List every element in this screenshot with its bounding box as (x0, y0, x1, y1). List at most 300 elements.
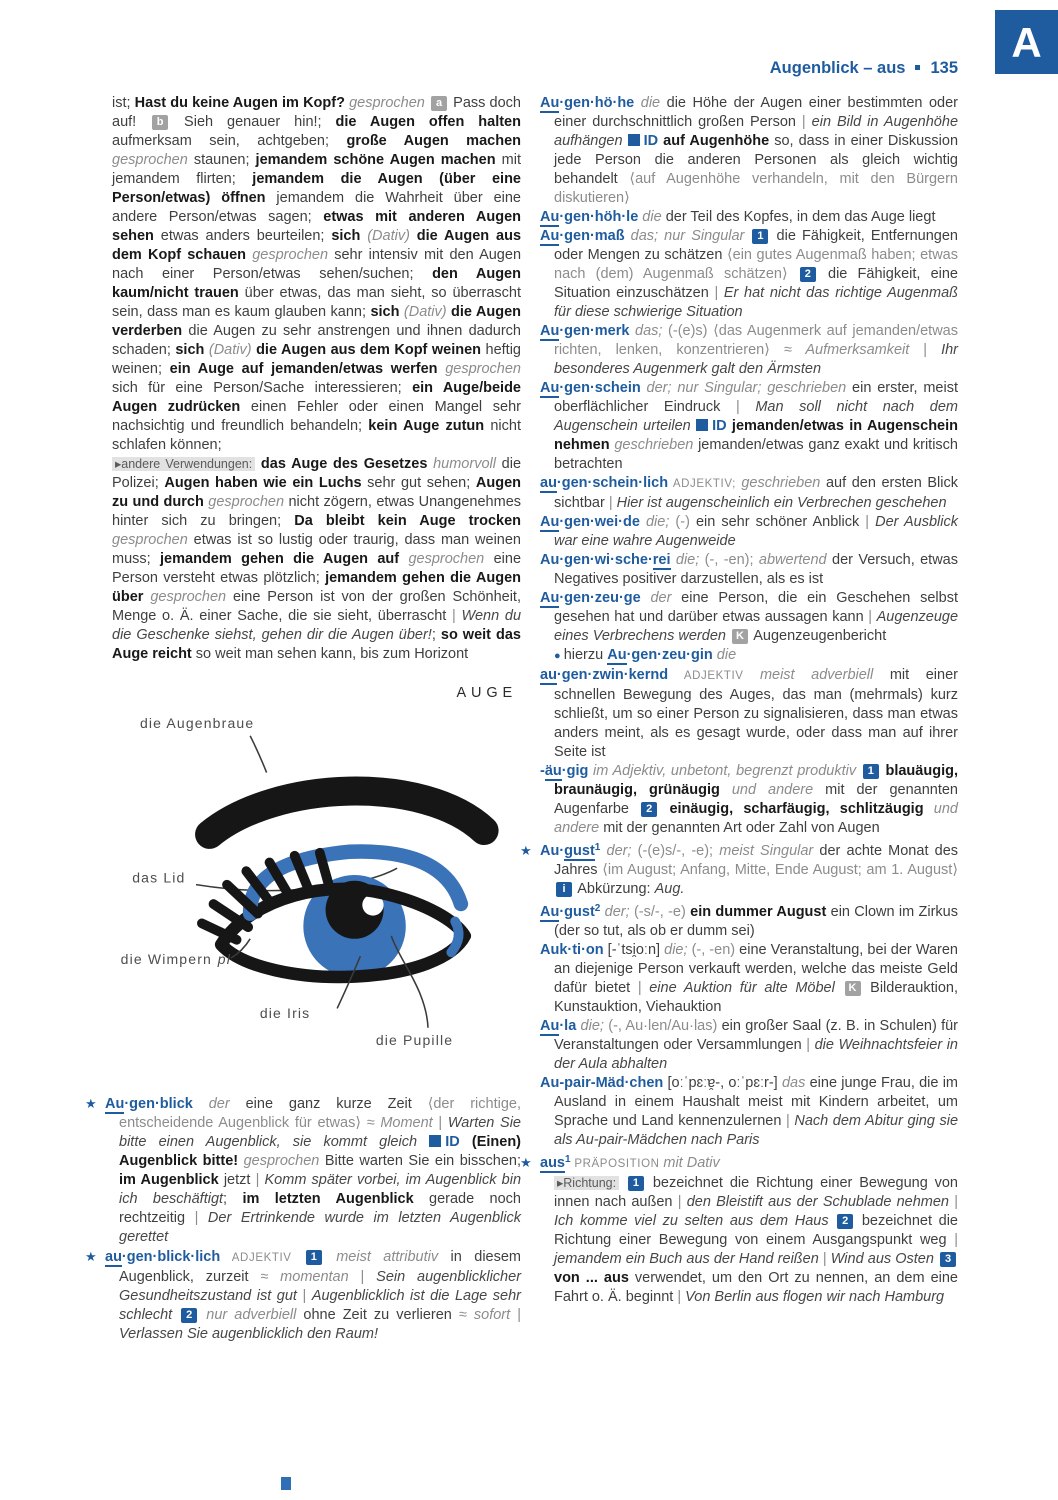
text-run: hierzu (563, 647, 608, 663)
text-run: die (638, 209, 666, 225)
text-run: ⟨auf Augenhöhe verhandeln, mit den Bürgern diskutieren⟩ (554, 171, 958, 206)
text-run: | (677, 1194, 687, 1210)
text-run: | (255, 1172, 265, 1188)
text-run: (-(e)s/-, -e); (637, 843, 720, 859)
label-iris: die Iris (259, 1005, 311, 1022)
text-run: die; (639, 514, 676, 530)
homonym-superscript: 1 (565, 1154, 571, 1165)
text-run: mit der genannten Augenfarbe (554, 782, 958, 817)
entry-augenschein (540, 379, 958, 474)
headword: ·gen·zeu·ge (559, 590, 641, 606)
sense-number-badge: 2 (641, 802, 657, 817)
text-run: ein Bild in Augenhöhe aufhängen (554, 114, 959, 149)
headword-stressed-syllable: äu (544, 763, 562, 779)
text-run: mit einer schnellen Bewegung des Auges, das man (mehrmals) kurz schließt, um so einer Person zu signalisieren, dass man etwas anders meint, als es gesagt wurde, oder dass man auf ihrer Seite ist (554, 667, 958, 760)
text-run: ; (431, 627, 441, 643)
text-run: jemandem gehen die Augen über (112, 570, 521, 605)
usage-section-label: ▸andere Verwendungen: (112, 457, 255, 471)
label-lid: das Lid (132, 869, 186, 886)
text-run: | (801, 114, 812, 130)
text-run: eine Auktion für alte Möbel (649, 980, 843, 996)
key-entry-star-icon: ★ (520, 843, 532, 858)
text-run: ein Auge/beide Augen zudrücken (112, 380, 521, 415)
text-run: eine Person, die ein Geschehen selbst gesehen hat und darüber etwas aussagen kann (554, 590, 958, 625)
idiom-square-icon (628, 134, 640, 146)
headword: ·gust (559, 904, 595, 920)
text-run: die Weihnachtsfeier in der Aula abhalten (554, 1037, 958, 1072)
text-run: | (785, 1113, 795, 1129)
text-run: (-(e)s) ⟨das Augenmerk auf jemanden/etwas richten, lenken, konzentrieren⟩ (554, 323, 958, 358)
text-run: gesprochen (112, 532, 194, 548)
headword: ·gen·zeu·gin (626, 647, 713, 663)
text-run: Abkürzung: (574, 881, 655, 897)
headword-stressed-syllable: Au (540, 209, 560, 225)
text-run: und andere (554, 801, 958, 836)
text-run: gesprochen (112, 152, 194, 168)
text-run: Verlassen Sie augenblicklich den Raum! (119, 1326, 378, 1342)
text-run: (Dativ) (204, 342, 257, 358)
page-number: 135 (930, 59, 958, 77)
text-run: Augen zu und durch (112, 475, 521, 510)
left-entries-block (85, 1094, 522, 1344)
text-run: kein Auge zutun (368, 418, 485, 434)
entry-aeugig (540, 762, 958, 838)
entry-augenzwinkernd (540, 666, 958, 762)
text-run: mit jemandem flirten; (112, 152, 521, 187)
auge-entry-continuation-block (105, 94, 521, 664)
text-run: ≈ momentan (260, 1269, 361, 1285)
entry-augenwischerei (540, 551, 958, 589)
text-run: (-s/-, -e) (633, 904, 691, 920)
sense-number-badge: 1 (863, 764, 879, 779)
text-run: (-, Au·len/Au·las) (608, 1018, 722, 1034)
usage-section-label: ▸Richtung: (554, 1176, 619, 1190)
text-run: Wind aus Osten (830, 1251, 939, 1267)
text-run: sich (175, 342, 205, 358)
right-entries-block (520, 94, 959, 1307)
text-run: von ... aus (554, 1270, 629, 1286)
text-run: in diesem Augenblick, zurzeit (119, 1249, 521, 1285)
text-run: die Augen verderben (112, 304, 522, 339)
text-run: | (438, 1115, 448, 1131)
compound-badge-k: K (845, 981, 861, 996)
text-run: sehr gut sehen; (361, 475, 476, 491)
headword: ·gen·zwin·kernd (556, 667, 669, 683)
entry-augenmass (540, 227, 958, 322)
text-run: Er hat nicht das richtige Augenmaß für diese schwierige Situation (554, 285, 958, 320)
part-of-speech-label: ADJEKTIV (668, 670, 760, 682)
text-run: jemandem schöne Augen machen (255, 152, 496, 168)
text-run: gesprochen (399, 551, 494, 567)
text-run: einäugig, scharfäugig, schlitzäugig (659, 801, 934, 817)
text-run: | (954, 1194, 959, 1210)
text-run: ≈ sofort (458, 1307, 518, 1323)
entry-aus-1 (520, 1150, 959, 1307)
text-run: (-, -en); (704, 552, 759, 568)
text-run: sehr intensiv mit den Augen nach einer Person/etwas sehen/suchen; (112, 247, 522, 282)
text-run: der; nur Singular; geschrieben (640, 380, 853, 396)
text-run: | (714, 285, 724, 301)
text-run: (-, -en) (691, 942, 740, 958)
text-run: etwas ist so lustig oder traurig, dass man weinen muss; (112, 532, 521, 567)
text-run: ; (223, 1191, 243, 1207)
text-run: ohne Zeit zu verlieren (303, 1307, 459, 1323)
entry-augenscheinlich (540, 474, 958, 513)
text-run: die Augen aus dem Kopf schauen (112, 228, 522, 263)
text-run: blauäugig, braunäugig, grünäugig (554, 763, 958, 798)
sense-number-badge: 1 (628, 1176, 644, 1191)
text-run: bezeichnet die Richtung einer Bewegung von einem Ausgangspunkt weg (554, 1213, 958, 1248)
sense-number-badge: 2 (181, 1308, 197, 1323)
headword: ·gen·merk (559, 323, 630, 339)
text-run: jemandem die Wahrheit über eine andere Person/etwas sagen; (112, 190, 521, 225)
text-run: | (608, 495, 617, 511)
text-run: Hast du keine Augen im Kopf? (134, 95, 345, 111)
text-run: (-) (675, 514, 696, 530)
headword-stressed-syllable: Au (540, 95, 560, 111)
eye-illustration-figure (105, 672, 521, 1084)
text-run: Sieh genauer hin!; (170, 114, 336, 130)
idiom-id-label: ID (712, 418, 732, 434)
text-run: etwas anders beurteilen; (153, 228, 332, 244)
text-run: geschrieben (741, 475, 826, 491)
text-run: heftig weinen; (112, 342, 521, 377)
text-run: einen Fehler oder einen Mangel sehr nachsichtig und freundlich behandeln; (112, 399, 522, 434)
headword-stressed-syllable: au (540, 667, 557, 683)
text-run: auf Augenhöhe (663, 133, 770, 149)
text-run: jetzt (218, 1172, 256, 1188)
homonym-superscript: 2 (594, 903, 601, 914)
headword-stressed-syllable: Au (540, 514, 560, 530)
headword-stressed-syllable: au (105, 1249, 122, 1265)
text-run: die Augen offen halten (335, 114, 521, 130)
text-run: Von Berlin aus flogen wir nach Hamburg (685, 1289, 945, 1305)
text-run: Komm später vorbei, im Augenblick bin ich beschäftigt (119, 1172, 522, 1207)
text-run (619, 1175, 626, 1191)
text-run: der (640, 590, 682, 606)
text-run: sich für eine Person/Sache interessieren; (112, 380, 413, 396)
text-run: bezeichnet die Richtung einer Bewegung von innen nach außen (554, 1175, 958, 1210)
text-run: Ihr besonderes Augenmerk galt den Ärmsten (554, 342, 959, 377)
sense-number-badge: 1 (752, 229, 768, 244)
text-run: den Augen kaum/nicht trauen (112, 266, 521, 301)
text-run: Augen haben wie ein Luchs (164, 475, 362, 491)
variant-letter-badge: b (152, 115, 168, 130)
headword-stressed-syllable: Au (540, 323, 560, 339)
text-run: aufmerksam sein, achtgeben; (112, 133, 347, 149)
text-run: ein erster, meist oberflächlicher Eindruck (554, 380, 958, 415)
text-run: | (677, 1289, 686, 1305)
text-run: so weit das Auge reicht (112, 627, 521, 662)
text-run: ≈ Moment (366, 1115, 439, 1131)
hierzu-bullet-icon: ● (554, 650, 564, 662)
headword-stressed-syllable: Au (607, 647, 627, 663)
text-run: gesprochen (238, 1153, 325, 1169)
text-run: ⟨im August; Anfang, Mitte, Ende August; am 1. August⟩ (602, 862, 958, 878)
text-run: Hier ist augenscheinlich ein Verbrechen geschehen (616, 495, 947, 511)
headword: - (540, 763, 545, 779)
text-run: Augenzeuge eines Verbrechens werden (554, 609, 959, 644)
text-run: das; (629, 323, 669, 339)
separator-square-icon (915, 65, 920, 70)
idiom-square-icon (696, 419, 708, 431)
headword: ·gen·höh·le (559, 209, 639, 225)
text-run: ≈ Aufmerksamkeit (783, 342, 924, 358)
text-run: mit der genannten Art oder Zahl von Augen (603, 820, 880, 836)
sense-number-badge: 1 (306, 1250, 322, 1265)
left-column (85, 94, 522, 1344)
entry-au-pair-maedchen (540, 1074, 958, 1150)
text-run: | (637, 980, 650, 996)
headword: ·la (559, 1018, 577, 1034)
text-run: verwendet, um den Ort zu nennen, an dem eine Fahrt o. Ä. beginnt (554, 1270, 958, 1305)
text-run: eine Person ist von der großen Schönheit, Menge o. Ä. einer Sache, die sie sieht, überrascht (112, 589, 521, 624)
text-run: geschrieben (609, 437, 699, 453)
text-run: jemanden/etwas ganz exakt und kritisch betrachten (554, 437, 958, 472)
text-run: der Teil des Kopfes, in dem das Auge liegt (665, 209, 936, 225)
entry-augenblicklich (85, 1247, 522, 1344)
text-run: Warten Sie bitte einen Augenblick, sie kommt gleich (119, 1115, 521, 1150)
info-badge: i (556, 882, 572, 897)
text-run: die Höhe der Augen einer bestimmten oder einer durchschnittlich großen Person (554, 95, 958, 130)
headword-stressed-syllable: Au (540, 380, 560, 396)
text-run: Wenn du die Geschenke siehst, gehen dir die Augen über! (112, 608, 522, 643)
headword: ·gen·blick (124, 1096, 193, 1112)
label-pupil: die Pupille (375, 1032, 454, 1049)
headword: ·gen·maß (559, 228, 625, 244)
compound-badge-k: K (732, 629, 748, 644)
text-run: ein dummer August (690, 904, 827, 920)
text-run: der; (600, 843, 638, 859)
text-run: das; nur Singular (624, 228, 751, 244)
text-run: ⟨ein gutes Augenmaß haben; etwas nach (dem) Augenmaß schätzen⟩ (554, 247, 958, 282)
text-run: | (194, 1210, 208, 1226)
text-run: gesprochen (143, 589, 233, 605)
text-run: | (822, 1251, 831, 1267)
text-run: sich (331, 228, 361, 244)
headword: ·gen·blick·lich (121, 1249, 221, 1265)
text-run: (Dativ) (360, 228, 417, 244)
headword: ·gen·schein (559, 380, 641, 396)
text-run: jemandem die Augen (über eine Person/etwas) öffnen (112, 171, 521, 206)
text-run: die Fähigkeit, eine Situation einzuschätzen (554, 266, 958, 301)
text-run: jemandem gehen die Augen auf (160, 551, 400, 567)
text-run: Der Ertrinkende wurde im letzten Augenblick gerettet (119, 1210, 521, 1245)
key-entry-star-icon: ★ (520, 1155, 532, 1170)
entry-augenmerk (540, 322, 958, 379)
headword: Au· (540, 843, 565, 859)
text-run: und andere (731, 782, 826, 798)
text-run: Ich komme viel zu selten aus dem Haus (554, 1213, 836, 1229)
running-head (540, 58, 958, 78)
text-run: das Auge des Gesetzes (260, 456, 428, 472)
text-run: so weit man sehen kann, bis zum Horizont (191, 646, 469, 662)
text-run: meist adverbiell (759, 667, 890, 683)
figure-title: AUGE (456, 685, 517, 702)
text-run: die Polizei; (112, 456, 522, 491)
variant-letter-badge: a (431, 96, 447, 111)
text-run: nicht schlafen können; (112, 418, 521, 453)
text-run: ein Auge auf jemanden/etwas werfen (169, 361, 438, 377)
text-run: Augenblicklich ist die Lage sehr schlecht (119, 1288, 521, 1323)
text-run: der achte Monat des Jahres (554, 843, 959, 878)
sense-number-badge: 2 (837, 1214, 853, 1229)
text-run: Pass doch auf! (112, 95, 521, 130)
text-run: | (302, 1288, 312, 1304)
text-run: meist Singular (719, 843, 820, 859)
headword-stressed-syllable: rei (652, 552, 671, 568)
sense-number-badge: 2 (800, 267, 816, 282)
part-of-speech-label: ADJEKTIV (220, 1252, 304, 1264)
text-run: die; (576, 1018, 609, 1034)
entry-auge-andere-verwendungen (105, 455, 521, 664)
text-run: im Adjektiv, unbetont, begrenzt produktiv (588, 763, 861, 779)
text-run: ist; (112, 95, 135, 111)
entry-augenhoehle (540, 208, 958, 227)
text-run: auf den ersten Blick sichtbar (554, 475, 958, 511)
text-run: | (806, 1037, 815, 1053)
text-run: gesprochen (344, 95, 430, 111)
text-run: | (517, 1307, 521, 1323)
text-run: (Dativ) (399, 304, 452, 320)
text-run: | (954, 1232, 958, 1248)
text-run: über etwas, das man sieht, so überrascht sein, dass man es kaum glauben kann; (112, 285, 521, 320)
headword-range: Augenblick – aus (769, 59, 906, 77)
text-run: | (865, 514, 876, 530)
text-run: die Augen aus dem Kopf weinen (256, 342, 482, 358)
key-entry-star-icon: ★ (85, 1096, 97, 1111)
idiom-id-label: ID (643, 133, 664, 149)
headword: ·gen·wei·de (559, 514, 640, 530)
leader-eyebrow (250, 736, 266, 773)
text-run: die Fähigkeit, Entfernungen oder Mengen zu schätzen (554, 228, 958, 263)
text-run: gesprochen (246, 247, 335, 263)
text-run: große Augen machen (346, 133, 521, 149)
headword-stressed-syllable: au (540, 475, 557, 491)
text-run: Da bleibt kein Auge trocken (294, 513, 521, 529)
text-run: die; (670, 552, 705, 568)
entry-augenhoehe (540, 94, 958, 208)
text-run: im letzten Augenblick (242, 1191, 414, 1207)
headword: Au·gen·wi·sche· (540, 552, 653, 568)
text-run: mit Dativ (663, 1155, 720, 1171)
text-run: meist attributiv (323, 1249, 451, 1265)
text-run: nur adverbiell (199, 1307, 304, 1323)
part-of-speech-label: PRÄPOSITION (570, 1158, 664, 1170)
right-column (520, 94, 959, 1307)
sense-number-badge: 3 (940, 1252, 956, 1267)
entry-auktion (540, 941, 958, 1017)
text-run: ein großer Saal (z. B. in Schulen) für Veranstaltungen oder Versammlungen (554, 1018, 958, 1053)
headword: Auk·ti·on (540, 942, 604, 958)
text-run: ⟨der richtige, entscheidende Augenblick für etwas⟩ (119, 1096, 521, 1131)
text-run: | (360, 1269, 377, 1285)
headword-stressed-syllable: Au (540, 904, 560, 920)
text-run: Bitte warten Sie ein bisschen; (324, 1153, 521, 1169)
text-run: Man soll nicht nach dem Augenschein urteilen (554, 399, 959, 434)
text-run: den Bleistift aus der Schublade nehmen (686, 1194, 955, 1210)
headword-stressed-syllable: aus (540, 1155, 565, 1171)
text-run: [oːˈpɛːɐ̯-, oːˈpɛːr-] (663, 1075, 782, 1091)
text-run: die (634, 95, 667, 111)
text-run: die; (664, 942, 692, 958)
text-run: humorvoll (427, 456, 502, 472)
text-run: (Einen) Augenblick bitte! (119, 1134, 522, 1169)
text-run: die Augen zu sehr anstrengen und ihnen dadurch schaden; (112, 323, 521, 358)
text-run: etwas mit anderen Augen sehen (112, 209, 521, 244)
text-run: nicht zögern, etwas Unangenehmes hinter sich zu bringen; (112, 494, 522, 529)
text-run: das (781, 1075, 810, 1091)
letter-tab (995, 10, 1058, 74)
headword-stressed-syllable: gust (564, 843, 595, 859)
text-run: jemandem ein Buch aus der Hand reißen (554, 1251, 823, 1267)
text-run: eine junge Frau, die im Ausland in einem Haushalt meist mit Kindern arbeitet, um Sprache und Land kennenzulernen (554, 1075, 958, 1129)
eye-diagram (105, 672, 521, 1078)
entry-august-1 (520, 838, 959, 899)
text-run: gesprochen (203, 494, 289, 510)
text-run: | (735, 399, 756, 415)
text-run: ein sehr schöner Anblick (695, 514, 866, 530)
entry-aula (540, 1017, 958, 1074)
text-run: der Versuch, etwas Negatives positiver darzustellen, als es ist (554, 552, 958, 587)
text-run: eine ganz kurze Zeit (245, 1096, 428, 1112)
text-run: staunen; (193, 152, 256, 168)
headword: ·gig (561, 763, 589, 779)
text-run: ein Clown im Zirkus (der so tut, als ob er dumm sei) (554, 904, 958, 939)
text-run: gesprochen (437, 361, 521, 377)
entry-augenblick (85, 1094, 522, 1247)
label-eyebrow: die Augenbraue (139, 715, 255, 732)
homonym-superscript: 1 (594, 842, 601, 853)
headword-stressed-syllable: Au (540, 590, 560, 606)
text-run: gerade noch rechtzeitig (119, 1191, 521, 1226)
headword: ·gen·hö·he (559, 95, 635, 111)
idiom-square-icon (429, 1135, 441, 1147)
headword: ·gen·schein·lich (556, 475, 669, 491)
text-run: eine Person versteht etwas plötzlich; (112, 551, 522, 586)
text-run: Aug. (654, 881, 685, 897)
text-run: Der Ausblick war eine wahre Augenweide (554, 514, 958, 549)
text-run: die (712, 647, 737, 663)
text-run: eine Veranstaltung, bei der Waren an diejenige Person verkauft werden, welche das meiste Geld dafür bietet (554, 942, 958, 996)
text-run: | (923, 342, 942, 358)
entry-augenweide (540, 513, 958, 551)
text-run: [-ˈtsi̯oːn] (603, 942, 665, 958)
key-entry-star-icon: ★ (85, 1249, 97, 1264)
letter-tab-label: A (1011, 18, 1042, 66)
entry-auge-continuation (105, 94, 521, 455)
text-run: im Augenblick (119, 1172, 219, 1188)
text-run: | (868, 609, 877, 625)
entry-augenzeuge (540, 589, 958, 666)
print-mark (281, 1477, 291, 1490)
text-run: so, dass in einer Diskussion jede Person die anderen Personen als gleich wichtig behandelt (554, 133, 959, 187)
text-run: abwertend (758, 552, 832, 568)
headword: Au-pair-Mäd·chen (540, 1075, 664, 1091)
headword-stressed-syllable: Au (540, 1018, 560, 1034)
text-run: Augenzeugenbericht (749, 628, 887, 644)
text-run: Nach dem Abitur ging sie als Au-pair-Mädchen nach Paris (554, 1113, 959, 1148)
label-lashes: die Wimpern pl (120, 950, 231, 967)
part-of-speech-label: ADJEKTIV; (668, 478, 742, 490)
text-run: sich (370, 304, 400, 320)
idiom-id-label: ID (445, 1134, 472, 1150)
text-run: der (192, 1096, 246, 1112)
text-run: jemanden/etwas in Augenschein nehmen (554, 418, 958, 453)
text-run: der; (600, 904, 634, 920)
text-run: | (452, 608, 462, 624)
eyebrow-shape (210, 791, 485, 834)
